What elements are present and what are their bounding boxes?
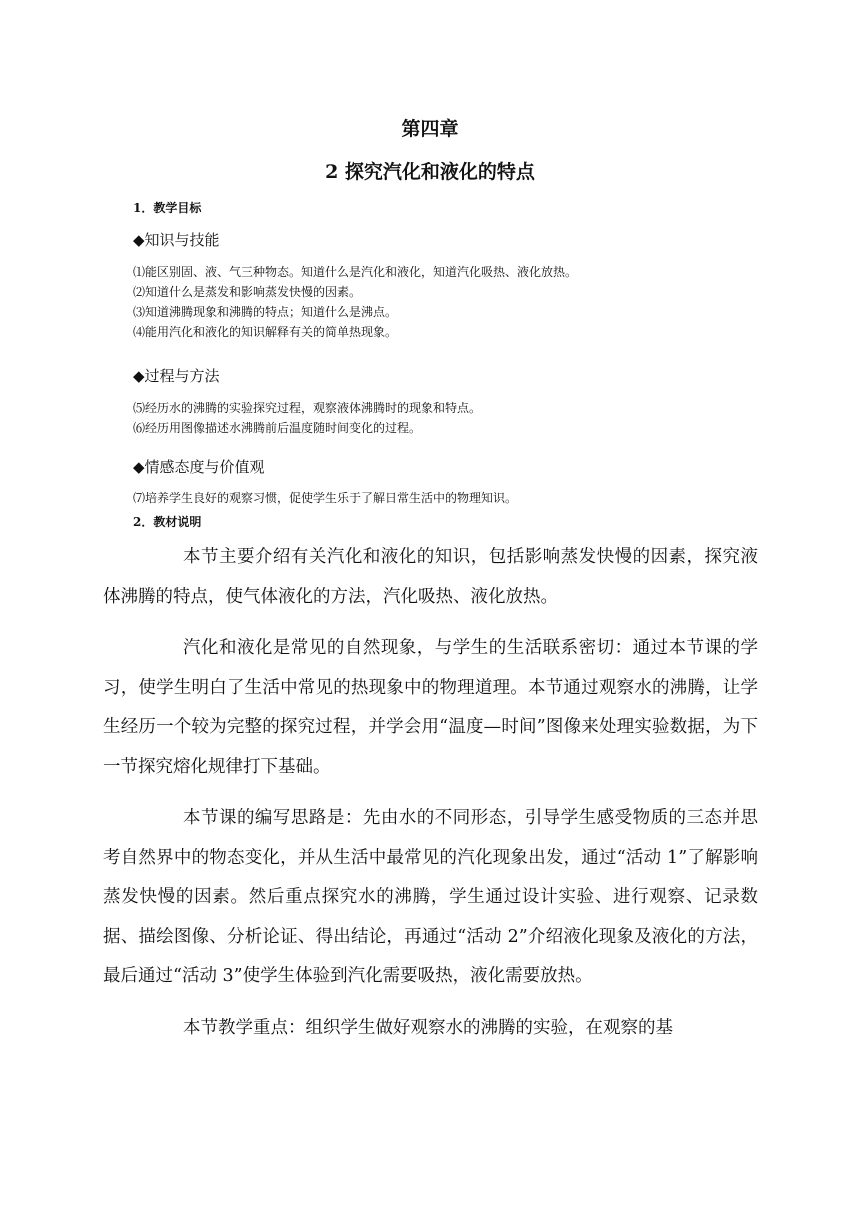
material-heading: 2．教材说明 — [133, 515, 202, 529]
list-item: ⑹经历用图像描述水沸腾前后温度随时间变化的过程。 — [133, 421, 422, 435]
list-item: ⑺培养学生良好的观察习惯，促使学生乐于了解日常生活中的物理知识。 — [133, 491, 518, 505]
list-item: ⑴能区别固、液、气三种物态。知道什么是汽化和液化，知道汽化吸热、液化放热。 — [133, 265, 578, 279]
paragraph: 汽化和液化是常见的自然现象，与学生的生活联系密切：通过本节课的学习，使学生明白了生活中常见的热现象中的物理道理。本节通过观察水的沸腾，让学生经历一个较为完整的探究过程，并学会用“温度—时间”图像来处理实验数据，为下一节探究熔化规律打下基础。 — [103, 638, 758, 777]
paragraph: 本节课的编写思路是：先由水的不同形态，引导学生感受物质的三态并思考自然界中的物态变化，并从生活中最常见的汽化现象出发，通过“活动 1”了解影响蒸发快慢的因素。然后重点探究水的沸腾，学生通过设计实验、进行观察、记录数据、描绘图像、分析论证、得出结论，再通过“活动 2”介绍液化现象及液化的方法，最后通过“活动 3”使学生体验到汽化需要吸热，液化需要放热。 — [103, 808, 758, 986]
knowledge-heading: ◆知识与技能 — [133, 231, 220, 249]
material-body — [103, 538, 758, 1048]
emotion-heading: ◆情感态度与价值观 — [133, 458, 265, 476]
section-title: 2 探究汽化和液化的特点 — [325, 161, 535, 183]
knowledge-list — [133, 262, 577, 342]
process-list — [133, 398, 481, 438]
chapter-title: 第四章 — [401, 118, 459, 140]
list-item: ⑵知道什么是蒸发和影响蒸发快慢的因素。 — [133, 285, 362, 299]
list-item: ⑸经历水的沸腾的实验探究过程，观察液体沸腾时的现象和特点。 — [133, 401, 482, 415]
process-heading: ◆过程与方法 — [133, 367, 220, 385]
paragraph: 本节主要介绍有关汽化和液化的知识，包括影响蒸发快慢的因素，探究液体沸腾的特点，使气体液化的方法，汽化吸热、液化放热。 — [103, 547, 758, 607]
goals-heading: 1．教学目标 — [133, 201, 202, 215]
paragraph: 本节教学重点：组织学生做好观察水的沸腾的实验，在观察的基 — [183, 1017, 673, 1038]
list-item: ⑷能用汽化和液化的知识解释有关的简单热现象。 — [133, 325, 398, 339]
emotion-list — [133, 488, 517, 508]
list-item: ⑶知道沸腾现象和沸腾的特点；知道什么是沸点。 — [133, 305, 398, 319]
